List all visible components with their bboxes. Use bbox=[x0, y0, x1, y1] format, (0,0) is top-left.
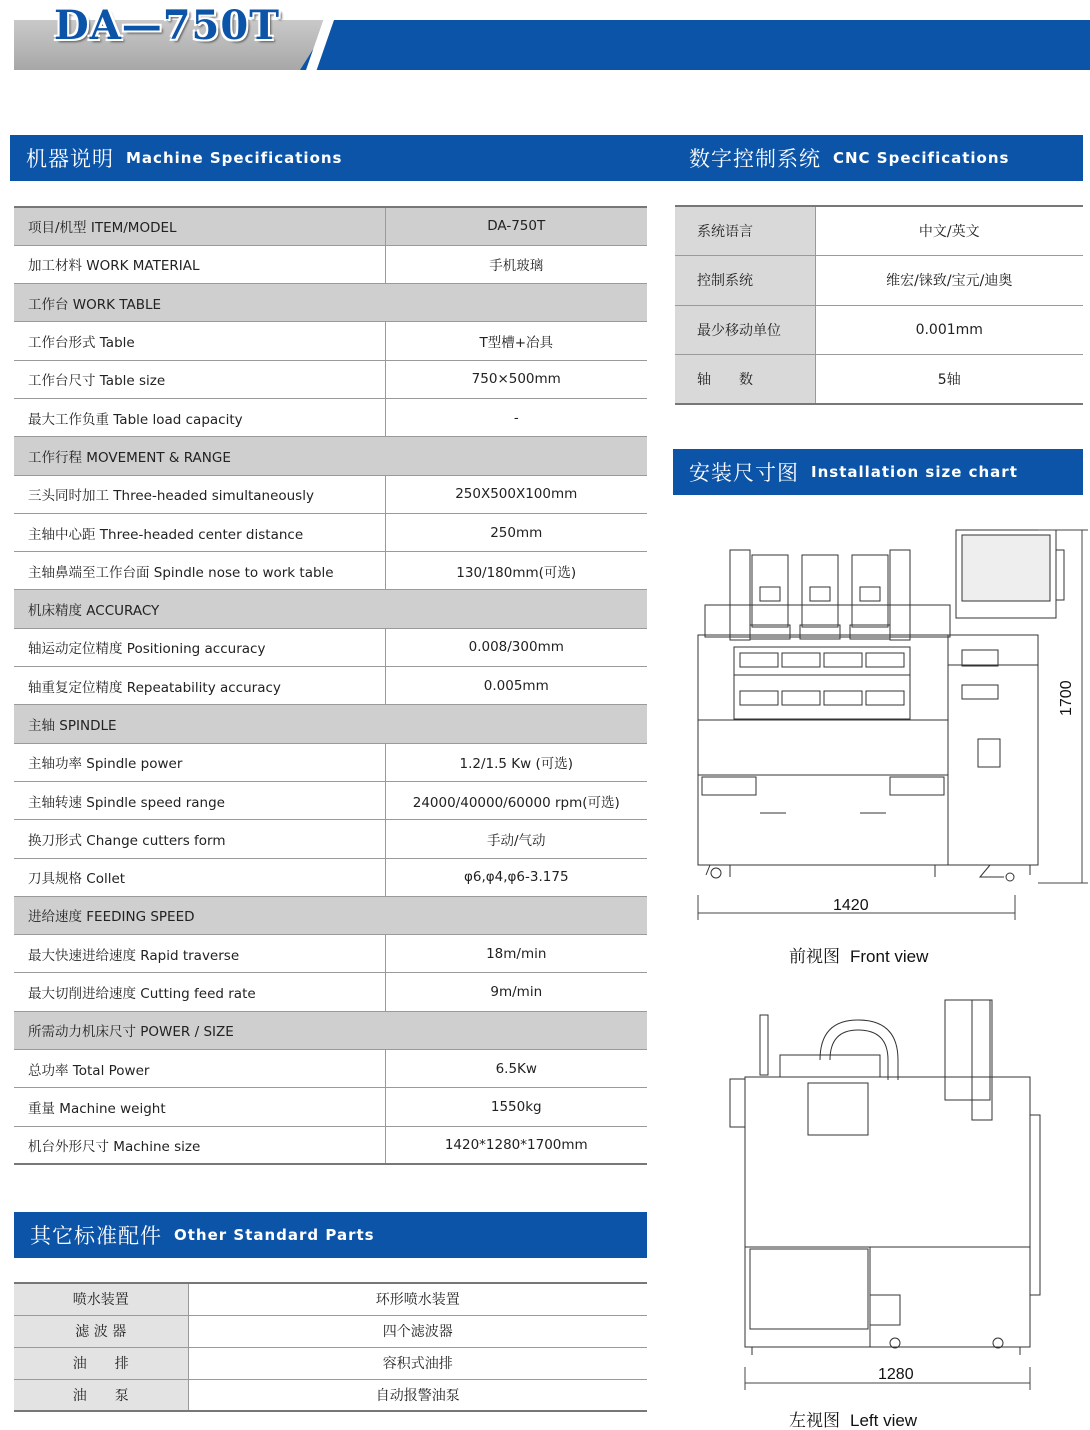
other-part-value: 环形喷水装置 bbox=[188, 1283, 647, 1315]
spindle-heads bbox=[750, 555, 890, 639]
spec-key: 主轴鼻端至工作台面 Spindle nose to work table bbox=[14, 552, 385, 590]
spec-key: 机床精度 ACCURACY bbox=[14, 590, 647, 628]
spec-key: 工作行程 MOVEMENT & RANGE bbox=[14, 437, 647, 475]
other-parts-table bbox=[14, 1282, 647, 1412]
left-view-drawing bbox=[720, 995, 1050, 1395]
spec-row bbox=[14, 1088, 647, 1126]
spec-value: 750×500mm bbox=[385, 360, 647, 398]
spec-key: 机台外形尺寸 Machine size bbox=[14, 1126, 385, 1164]
left-body bbox=[745, 1077, 1030, 1247]
other-part-value: 容积式油排 bbox=[188, 1347, 647, 1379]
spec-row bbox=[14, 973, 647, 1011]
installation-title-cn: 安装尺寸图 bbox=[689, 461, 799, 485]
spec-category-row bbox=[14, 896, 647, 934]
spec-row bbox=[14, 398, 647, 436]
spec-row bbox=[14, 322, 647, 360]
spec-value: 手机玻璃 bbox=[385, 245, 647, 283]
spec-key: 所需动力机床尺寸 POWER / SIZE bbox=[14, 1011, 647, 1049]
spec-value: 130/180mm(可选) bbox=[385, 552, 647, 590]
spec-key: 主轴中心距 Three-headed center distance bbox=[14, 513, 385, 551]
spec-category-row bbox=[14, 437, 647, 475]
spec-value: φ6,φ4,φ6-3.175 bbox=[385, 858, 647, 896]
other-part-row bbox=[14, 1283, 647, 1315]
spec-value: - bbox=[385, 398, 647, 436]
spec-category-row bbox=[14, 590, 647, 628]
top-banner bbox=[0, 0, 1090, 72]
cnc-specs-table bbox=[675, 205, 1083, 405]
spec-row bbox=[14, 1126, 647, 1164]
left-width-label: 1280 bbox=[878, 1366, 914, 1383]
cnc-key: 轴 数 bbox=[675, 355, 815, 405]
spec-key: 项目/机型 ITEM/MODEL bbox=[14, 207, 385, 245]
cnc-key: 系统语言 bbox=[675, 206, 815, 256]
machine-specs-title-en: Machine Specifications bbox=[126, 149, 343, 167]
cnc-specs-header bbox=[673, 135, 1083, 181]
spec-value: 0.005mm bbox=[385, 667, 647, 705]
spec-key: 进给速度 FEEDING SPEED bbox=[14, 896, 647, 934]
spec-row bbox=[14, 1050, 647, 1088]
cnc-value: 5轴 bbox=[815, 355, 1083, 405]
spec-key: 最大快速进给速度 Rapid traverse bbox=[14, 935, 385, 973]
other-parts-title-cn: 其它标准配件 bbox=[30, 1224, 162, 1248]
spec-row bbox=[14, 935, 647, 973]
spec-row bbox=[14, 820, 647, 858]
cnc-key: 控制系统 bbox=[675, 256, 815, 306]
left-monitor bbox=[945, 1000, 990, 1100]
spec-key: 总功率 Total Power bbox=[14, 1050, 385, 1088]
spec-key: 工作台 WORK TABLE bbox=[14, 284, 647, 322]
machine-specs-table bbox=[14, 206, 647, 1165]
spec-value: 1550kg bbox=[385, 1088, 647, 1126]
other-parts-header bbox=[14, 1212, 647, 1258]
spec-category-row bbox=[14, 1011, 647, 1049]
spec-value: DA-750T bbox=[385, 207, 647, 245]
front-view-caption-en: Front view bbox=[850, 947, 929, 966]
left-view-caption-en: Left view bbox=[850, 1411, 918, 1430]
spec-category-row bbox=[14, 284, 647, 322]
spec-row bbox=[14, 628, 647, 666]
spec-key: 刀具规格 Collet bbox=[14, 858, 385, 896]
spec-key: 换刀形式 Change cutters form bbox=[14, 820, 385, 858]
spec-value: 9m/min bbox=[385, 973, 647, 1011]
spec-value: 1420*1280*1700mm bbox=[385, 1126, 647, 1164]
spec-category-row bbox=[14, 705, 647, 743]
cnc-row bbox=[675, 256, 1083, 306]
left-view-caption bbox=[789, 1406, 917, 1430]
spec-key: 主轴功率 Spindle power bbox=[14, 743, 385, 781]
spec-value: 250mm bbox=[385, 513, 647, 551]
model-title: DA—750T bbox=[54, 2, 280, 49]
other-part-key: 滤 波 器 bbox=[14, 1315, 188, 1347]
spec-key: 主轴 SPINDLE bbox=[14, 705, 647, 743]
spec-value: 1.2/1.5 Kw (可选) bbox=[385, 743, 647, 781]
spec-value: 0.008/300mm bbox=[385, 628, 647, 666]
spec-value: T型槽+冶具 bbox=[385, 322, 647, 360]
spec-row bbox=[14, 552, 647, 590]
spec-row bbox=[14, 781, 647, 819]
spec-key: 工作台尺寸 Table size bbox=[14, 360, 385, 398]
other-part-key: 喷水装置 bbox=[14, 1283, 188, 1315]
other-part-value: 四个滤波器 bbox=[188, 1315, 647, 1347]
spec-value: 250X500X100mm bbox=[385, 475, 647, 513]
installation-title-en: Installation size chart bbox=[811, 463, 1018, 481]
other-parts-title-en: Other Standard Parts bbox=[174, 1226, 375, 1244]
other-part-key: 油 泵 bbox=[14, 1379, 188, 1411]
cnc-row bbox=[675, 206, 1083, 256]
spec-value: 手动/气动 bbox=[385, 820, 647, 858]
front-view-drawing bbox=[690, 525, 1090, 925]
other-part-row bbox=[14, 1379, 647, 1411]
spec-key: 最大切削进给速度 Cutting feed rate bbox=[14, 973, 385, 1011]
spec-key: 工作台形式 Table bbox=[14, 322, 385, 360]
front-height-label: 1700 bbox=[1058, 680, 1075, 716]
machine-specs-header bbox=[10, 135, 673, 181]
spec-key: 主轴转速 Spindle speed range bbox=[14, 781, 385, 819]
spec-value: 24000/40000/60000 rpm(可选) bbox=[385, 781, 647, 819]
spec-key: 重量 Machine weight bbox=[14, 1088, 385, 1126]
spec-row bbox=[14, 360, 647, 398]
spec-row bbox=[14, 858, 647, 896]
machine-specs-title-cn: 机器说明 bbox=[26, 147, 114, 171]
banner-blue-band bbox=[300, 20, 1090, 70]
cnc-row bbox=[675, 305, 1083, 355]
left-view-caption-cn: 左视图 bbox=[789, 1411, 840, 1430]
other-part-value: 自动报警油泵 bbox=[188, 1379, 647, 1411]
cnc-value: 维宏/铼致/宝元/迪奥 bbox=[815, 256, 1083, 306]
cnc-key: 最少移动单位 bbox=[675, 305, 815, 355]
cnc-value: 0.001mm bbox=[815, 305, 1083, 355]
other-part-row bbox=[14, 1347, 647, 1379]
cnc-row bbox=[675, 355, 1083, 405]
spec-key: 最大工作负重 Table load capacity bbox=[14, 398, 385, 436]
other-part-row bbox=[14, 1315, 647, 1347]
spec-key: 三头同时加工 Three-headed simultaneously bbox=[14, 475, 385, 513]
other-part-key: 油 排 bbox=[14, 1347, 188, 1379]
spec-key: 加工材料 WORK MATERIAL bbox=[14, 245, 385, 283]
spec-key: 轴重复定位精度 Repeatability accuracy bbox=[14, 667, 385, 705]
front-width-label: 1420 bbox=[833, 897, 869, 914]
front-control-cabinet bbox=[948, 635, 1038, 865]
spec-row bbox=[14, 667, 647, 705]
spec-row bbox=[14, 475, 647, 513]
installation-header bbox=[673, 449, 1083, 495]
front-view-caption bbox=[789, 942, 928, 967]
cnc-specs-title-cn: 数字控制系统 bbox=[689, 147, 821, 171]
spec-row bbox=[14, 207, 647, 245]
spec-key: 轴运动定位精度 Positioning accuracy bbox=[14, 628, 385, 666]
cnc-specs-title-en: CNC Specifications bbox=[833, 149, 1010, 167]
front-view-caption-cn: 前视图 bbox=[789, 947, 840, 966]
spec-value: 6.5Kw bbox=[385, 1050, 647, 1088]
spec-row bbox=[14, 245, 647, 283]
cnc-value: 中文/英文 bbox=[815, 206, 1083, 256]
spec-value: 18m/min bbox=[385, 935, 647, 973]
spec-row bbox=[14, 513, 647, 551]
spec-row bbox=[14, 743, 647, 781]
